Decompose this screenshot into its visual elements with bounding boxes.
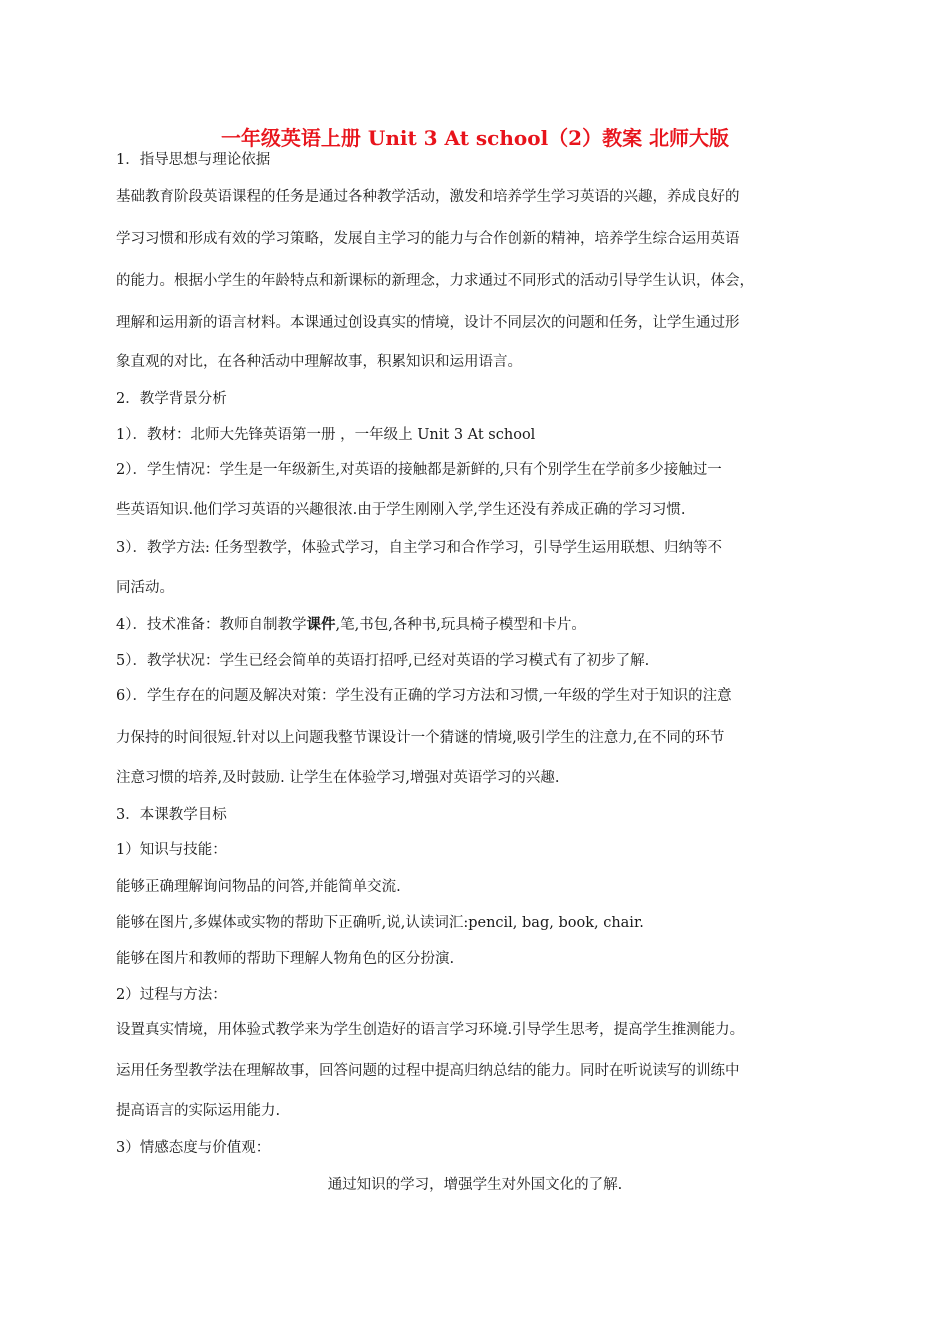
section-heading-2: 2．教学背景分析 <box>116 391 227 407</box>
document-title: 一年级英语上册 Unit 3 At school（2）教案 北师大版 <box>220 126 730 150</box>
paragraph-line: 理解和运用新的语言材料。本课通过创设真实的情境，设计不同层次的问题和任务，让学生通过形 <box>116 315 740 331</box>
emphasis-text: 课件 <box>306 616 336 633</box>
subheading: 1）知识与技能： <box>116 842 227 858</box>
paragraph-line: 象直观的对比，在各种活动中理解故事，积累知识和运用语言。 <box>116 354 522 370</box>
list-item: 2）．学生情况：学生是一年级新生,对英语的接触都是新鲜的,只有个别学生在学前多少接触过一 <box>116 462 722 478</box>
paragraph-line: 提高语言的实际运用能力. <box>116 1103 281 1119</box>
list-item-continuation: 注意习惯的培养,及时鼓励. 让学生在体验学习,增强对英语学习的兴趣. <box>116 770 560 786</box>
paragraph-line: 能够正确理解询问物品的问答,并能简单交流. <box>116 879 401 895</box>
list-item: 5）．教学状况：学生已经会简单的英语打招呼,已经对英语的学习模式有了初步了解. <box>116 653 650 669</box>
paragraph-line: 基础教育阶段英语课程的任务是通过各种教学活动，激发和培养学生学习英语的兴趣，养成良好的 <box>116 189 740 205</box>
section-heading-1: 1．指导思想与理论依据 <box>116 152 271 168</box>
subheading: 3）情感态度与价值观： <box>116 1140 271 1156</box>
list-item-continuation: 同活动。 <box>116 580 174 596</box>
section-heading-3: 3．本课教学目标 <box>116 807 227 823</box>
paragraph-line: 的能力。根据小学生的年龄特点和新课标的新理念，力求通过不同形式的活动引导学生认识，体会， <box>116 273 754 289</box>
list-item-continuation: 些英语知识.他们学习英语的兴趣很浓.由于学生刚刚入学,学生还没有养成正确的学习习惯. <box>116 502 686 518</box>
list-item-continuation: 力保持的时间很短.针对以上问题我整节课设计一个猜谜的情境,吸引学生的注意力,在不同的环节 <box>116 730 725 746</box>
paragraph-line: 设置真实情境，用体验式教学来为学生创造好的语言学习环境.引导学生思考，提高学生推测能力。 <box>116 1022 745 1038</box>
list-item-text: 4）．技术准备：教师自制教学 <box>116 617 307 633</box>
list-item-text: ,笔,书包,各种书,玩具椅子模型和卡片。 <box>335 617 586 633</box>
list-item <box>116 615 586 635</box>
paragraph-line: 学习习惯和形成有效的学习策略，发展自主学习的能力与合作创新的精神，培养学生综合运用英语 <box>116 231 740 247</box>
list-item: 1）．教材：北师大先锋英语第一册 ，一年级上 Unit 3 At school <box>116 427 536 443</box>
paragraph-line: 运用任务型教学法在理解故事，回答问题的过程中提高归纳总结的能力。同时在听说读写的训练中 <box>116 1063 740 1079</box>
list-item: 3）．教学方法: 任务型教学，体验式学习，自主学习和合作学习，引导学生运用联想、归纳等不 <box>116 540 722 556</box>
paragraph-line: 能够在图片,多媒体或实物的帮助下正确听,说,认读词汇:pencil, bag, book, chair. <box>116 915 644 931</box>
list-item: 6）．学生存在的问题及解决对策：学生没有正确的学习方法和习惯,一年级的学生对于知识的注意 <box>116 688 732 704</box>
centered-paragraph-line: 通过知识的学习，增强学生对外国文化的了解. <box>327 1177 623 1193</box>
paragraph-line: 能够在图片和教师的帮助下理解人物角色的区分扮演. <box>116 951 455 967</box>
subheading: 2）过程与方法： <box>116 987 227 1003</box>
